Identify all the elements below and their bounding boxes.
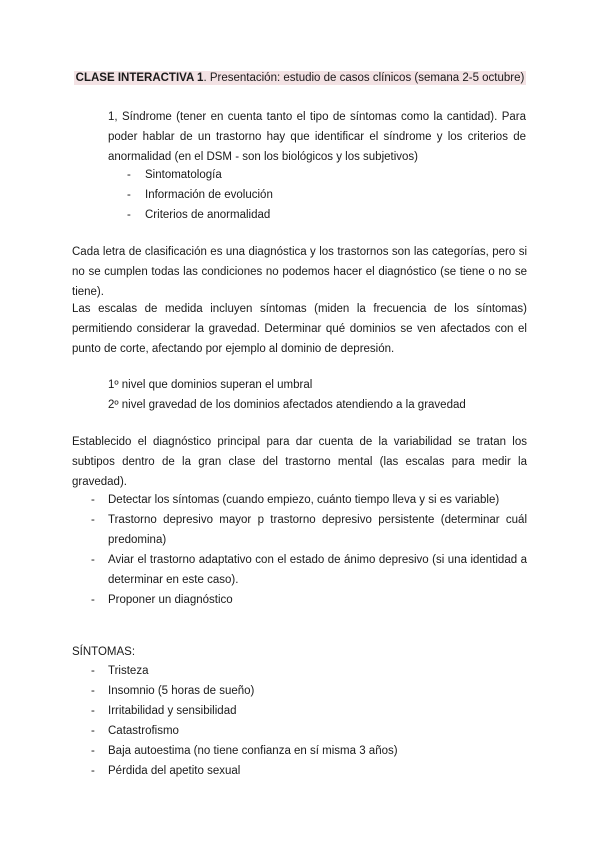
list-item — [127, 185, 527, 205]
dash-mark: - — [91, 705, 95, 717]
list-item — [91, 590, 527, 610]
list-item — [91, 721, 527, 741]
list-item — [91, 681, 527, 701]
title-rest: . Presentación: estudio de casos clínicos (semana 2-5 octubre) — [203, 72, 525, 84]
title-bold: CLASE INTERACTIVA 1 — [75, 72, 204, 84]
section1-list — [127, 165, 527, 225]
list-item — [91, 510, 527, 550]
nivel-2-text: 2º nivel gravedad de los dominios afectados atendiendo a la gravedad — [108, 399, 466, 411]
list-item-text: Tristeza — [108, 665, 149, 677]
escalas-text: Las escalas de medida incluyen síntomas (miden la frecuencia de los síntomas) permitiendo considerar la gravedad. Determinar qué dominios se ven afectados con el punto de corte, afectando por ejemplo al dominio de depresión. — [72, 303, 527, 355]
list-item — [127, 205, 527, 225]
sintomas-heading-text: SÍNTOMAS: — [72, 646, 136, 658]
list-item-text: Detectar los síntomas (cuando empiezo, cuánto tiempo lleva y si es variable) — [108, 494, 500, 506]
dash-mark: - — [127, 169, 131, 181]
list-item-text: Aviar el trastorno adaptativo con el estado de ánimo depresivo (si una identidad a determinar en este caso). — [108, 554, 527, 586]
list-item-text: Insomnio (5 horas de sueño) — [108, 685, 255, 697]
escalas-paragraph — [72, 299, 527, 359]
list-item — [91, 661, 527, 681]
list-item-text: Criterios de anormalidad — [145, 209, 271, 221]
dash-mark: - — [91, 685, 95, 697]
list-item-text: Trastorno depresivo mayor p trastorno depresivo persistente (determinar cuál predomina) — [108, 514, 527, 546]
dash-mark: - — [91, 665, 95, 677]
document-title — [0, 70, 600, 86]
list-item — [91, 550, 527, 590]
dash-mark: - — [91, 725, 95, 737]
dash-mark: - — [91, 765, 95, 777]
list-item-text: Baja autoestima (no tiene confianza en sí misma 3 años) — [108, 745, 398, 757]
pasos-list — [91, 490, 527, 610]
list-item-text: Información de evolución — [145, 189, 273, 201]
list-item-text: Catastrofismo — [108, 725, 179, 737]
section1-paragraph — [108, 107, 526, 167]
niveles-block — [108, 375, 528, 415]
dash-mark: - — [91, 494, 95, 506]
nivel-1-text: 1º nivel que dominios superan el umbral — [108, 379, 313, 391]
diagnostico-text: Establecido el diagnóstico principal para dar cuenta de la variabilidad se tratan los subtipos dentro de la gran clase del trastorno mental (las escalas para medir la gravedad). — [72, 436, 527, 488]
dash-mark: - — [91, 514, 95, 526]
clasificacion-text: Cada letra de clasificación es una diagnóstica y los trastornos son las categorías, pero si no se cumplen todas las condiciones no podemos hacer el diagnóstico (se tiene o no se tiene). — [72, 246, 527, 298]
section1-text: 1, Síndrome (tener en cuenta tanto el tipo de síntomas como la cantidad). Para poder hablar de un trastorno hay que identificar el síndrome y los criterios de anormalidad (en el DSM - son los biológicos y los subjetivos) — [108, 111, 526, 163]
diagnostico-paragraph — [72, 432, 527, 492]
title-highlight — [74, 71, 527, 85]
dash-mark: - — [91, 745, 95, 757]
dash-mark: - — [91, 554, 95, 566]
list-item-text: Proponer un diagnóstico — [108, 594, 233, 606]
list-item — [91, 761, 527, 781]
sintomas-heading — [72, 642, 372, 662]
sintomas-list — [91, 661, 527, 781]
list-item — [91, 490, 527, 510]
list-item — [127, 165, 527, 185]
dash-mark: - — [127, 189, 131, 201]
list-item — [91, 701, 527, 721]
clasificacion-paragraph — [72, 242, 527, 302]
list-item-text: Irritabilidad y sensibilidad — [108, 705, 237, 717]
dash-mark: - — [127, 209, 131, 221]
list-item-text: Pérdida del apetito sexual — [108, 765, 241, 777]
list-item-text: Sintomatología — [145, 169, 222, 181]
list-item — [91, 741, 527, 761]
dash-mark: - — [91, 594, 95, 606]
